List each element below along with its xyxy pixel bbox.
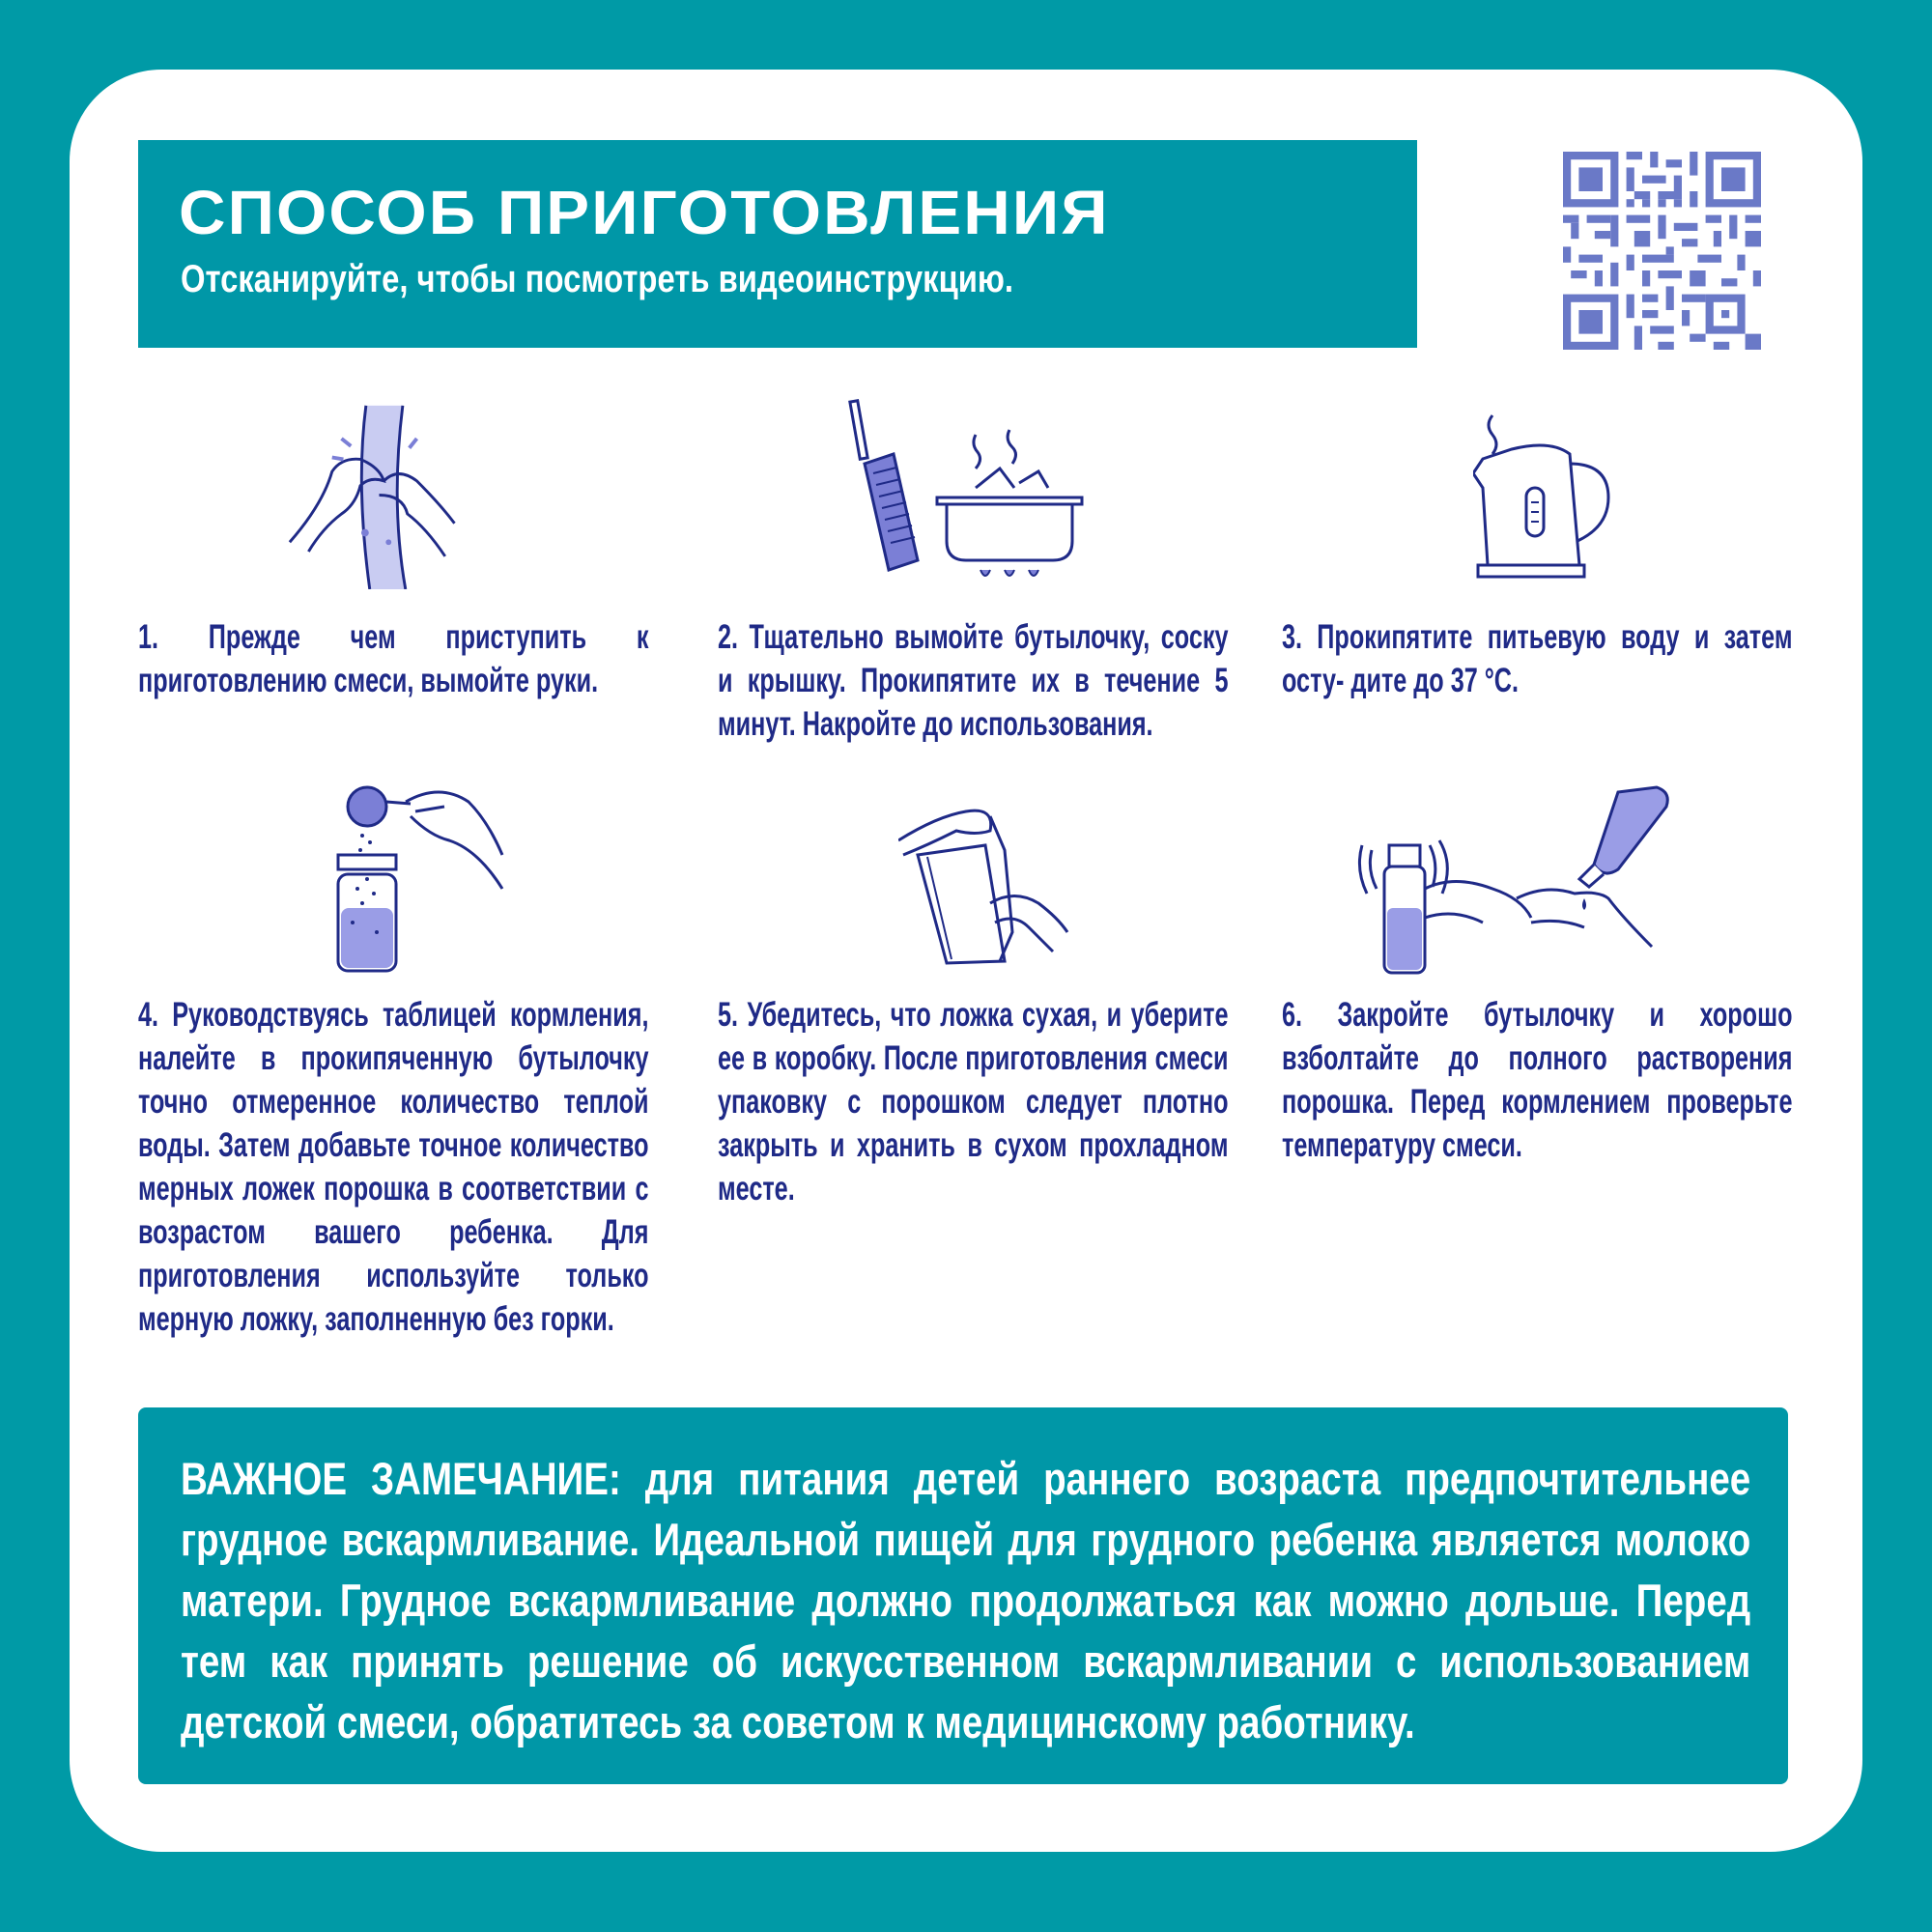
title-banner-text (138, 140, 1417, 348)
page-title: СПОСОБ ПРИГОТОВЛЕНИЯ (179, 178, 1110, 247)
step-3-text: 3. Прокипятите питьевую воду и затем осту- дите до 37 °С. (1282, 618, 1793, 699)
washing-hands-icon (285, 401, 473, 589)
step-2-text: 2. Тщательно вымойте бутылочку, соску и крышку. Прокипятите их в течение 5 минут. Накройте до использования. (718, 618, 1229, 743)
shake-and-test-bottle-icon (1357, 782, 1676, 976)
qr-code-icon[interactable] (1563, 152, 1761, 350)
page-subtitle: Отсканируйте, чтобы посмотреть видеоинструкцию. (181, 258, 1014, 300)
bottle-brush-and-pot-icon (840, 396, 1092, 589)
important-note (138, 1407, 1788, 1784)
important-note-text: ВАЖНОЕ ЗАМЕЧАНИЕ: для питания детей раннего возраста предпочтительнее грудное вскармливание. Идеальной пищей для грудного ребенка является молоко матери. Грудное вскармливание должно продолжаться как можно дольше. Перед тем как принять решение об искусственном вскармливании с использованием детской смеси, обратитесь за советом к медицинскому работнику. (181, 1453, 1751, 1747)
step-6-text: 6. Закройте бутылочку и хорошо взболтайте до полного растворения порошка. Перед кормлением проверьте температуру смеси. (1282, 996, 1793, 1164)
kettle-icon (1473, 411, 1618, 580)
measuring-spoon-bottle-icon (333, 782, 517, 976)
step-5-text: 5. Убедитесь, что ложка сухая, и уберите ее в коробку. После приготовления смеси упаковку с порошком следует плотно закрыть и хранить в сухом прохладном месте. (718, 996, 1229, 1208)
closing-package-icon (898, 797, 1072, 966)
step-1-text: 1. Прежде чем приступить к приготовлению смеси, вымойте руки. (138, 618, 649, 699)
step-4-text: 4. Руководствуясь таблицей кормления, налейте в прокипяченную бутылочку точно отмеренное количество теплой воды. Затем добавьте точное количество мерных ложек порошка в соответствии с возрастом вашего ребенка. Для приготовления используйте только мерную ложку, заполненную без горки. (138, 996, 649, 1338)
